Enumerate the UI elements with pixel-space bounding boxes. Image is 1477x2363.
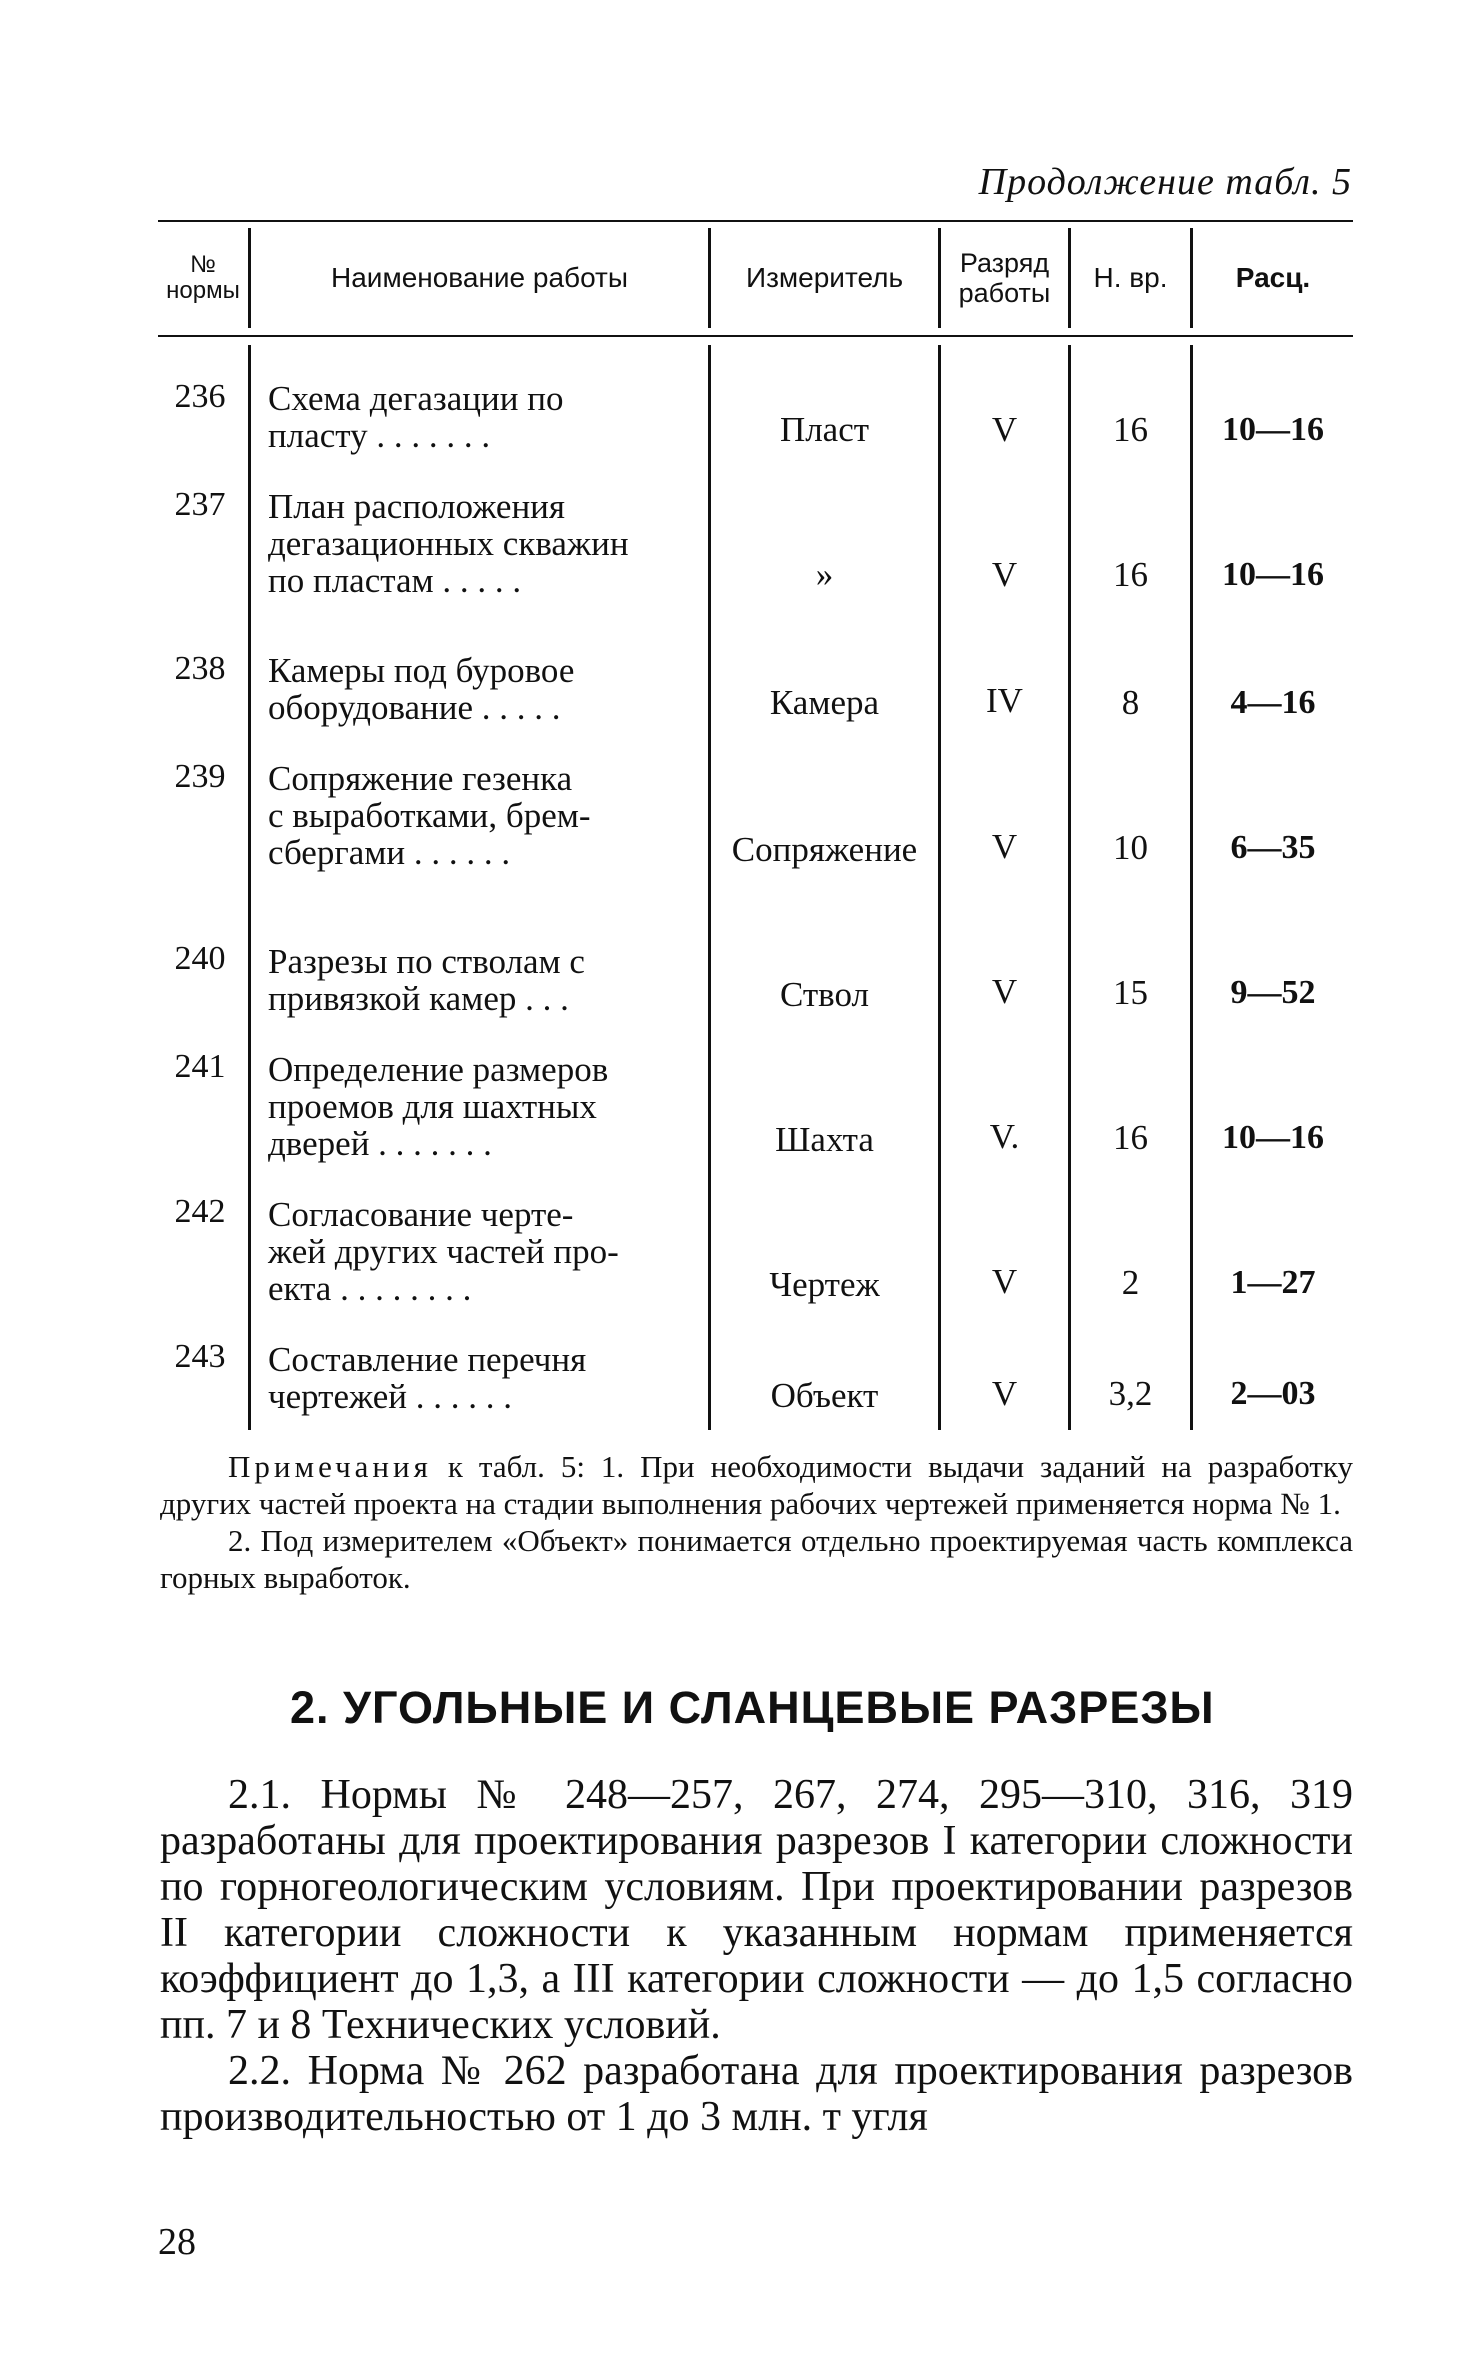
time-norm-cell: 8 xyxy=(1121,683,1140,722)
work-name xyxy=(268,652,688,726)
grade-cell: IV xyxy=(986,681,1023,720)
header-grade: Разряд работы xyxy=(958,248,1051,308)
rate-cell: 6—35 xyxy=(1230,829,1316,866)
work-name-line: Согласование черте- xyxy=(268,1195,574,1234)
header-norm-number: № нормы xyxy=(166,251,240,304)
work-name-line: с выработками, брем- xyxy=(268,796,591,835)
work-name xyxy=(268,760,688,871)
work-name-line: сбергами . . . . . . xyxy=(268,833,511,872)
work-name-line: Схема дегазации по xyxy=(268,379,564,418)
grade-cell: V xyxy=(991,555,1018,594)
rate-cell: 1—27 xyxy=(1230,1264,1316,1301)
unit-cell: Камера xyxy=(769,683,880,722)
table-notes xyxy=(160,1448,1353,1596)
page-number: 28 xyxy=(158,2221,196,2263)
grade-cell: V. xyxy=(989,1117,1020,1156)
note-2: 2. Под измерителем «Объект» понимается отдельно проектируемая часть комплекса горных выработок. xyxy=(160,1523,1353,1595)
unit-cell: » xyxy=(815,555,834,594)
work-name-line: проемов для шахтных xyxy=(268,1087,597,1126)
time-norm-cell: 16 xyxy=(1113,410,1148,449)
paragraph-2-2: 2.2. Норма № 262 разработана для проектирования разрезов производительностью от 1 до 3 млн. т угля xyxy=(160,2048,1353,2140)
work-name-line: Определение размеров xyxy=(268,1050,609,1089)
header-time-norm: Н. вр. xyxy=(1093,262,1168,293)
time-norm-cell: 16 xyxy=(1113,555,1148,594)
note-1-text: к табл. 5: 1. При необходимости выдачи заданий на разработку других частей проекта на стадии выполнения рабочих чертежей применяется норма № 1. xyxy=(160,1449,1353,1521)
header-work-name: Наименование работы xyxy=(331,262,628,293)
time-norm-cell: 15 xyxy=(1113,973,1148,1012)
work-name-line: Камеры под буровое xyxy=(268,651,575,690)
rate-cell: 9—52 xyxy=(1230,974,1316,1011)
work-name xyxy=(268,488,688,599)
rate-cell: 10—16 xyxy=(1222,411,1324,448)
work-name-line: Составление перечня xyxy=(268,1340,587,1379)
work-name-line: План расположения xyxy=(268,487,566,526)
work-name-line: оборудование . . . . . xyxy=(268,688,561,727)
time-norm-cell: 3,2 xyxy=(1108,1374,1153,1413)
continuation-label: Продолжение табл. 5 xyxy=(978,161,1352,203)
paragraph-2-1: 2.1. Нормы № 248—257, 267, 274, 295—310, 316, 319 разработаны для проектирования разрезов I категории сложности по горногеологическим условиям. При проектировании разрезов II категории сложности к указанным нормам применяется коэффициент до 1,3, а III категории сложности — до 1,5 согласно пп. 7 и 8 Технических условий. xyxy=(160,1772,1353,2048)
section-heading: 2. УГОЛЬНЫЕ И СЛАНЦЕВЫЕ РАЗРЕЗЫ xyxy=(290,1682,1215,1733)
header-rate: Расц. xyxy=(1235,262,1311,293)
norm-number: 236 xyxy=(174,378,226,415)
work-name-line: Сопряжение гезенка xyxy=(268,759,573,798)
unit-cell: Чертеж xyxy=(769,1265,880,1304)
work-name xyxy=(268,1341,688,1415)
rate-cell: 10—16 xyxy=(1222,556,1324,593)
rate-cell: 4—16 xyxy=(1230,684,1316,721)
grade-cell: V xyxy=(991,827,1018,866)
work-name xyxy=(268,1051,688,1162)
work-name-line: дверей . . . . . . . xyxy=(268,1124,492,1163)
work-name-line: дегазационных скважин xyxy=(268,524,629,563)
norm-number: 239 xyxy=(174,758,226,795)
grade-cell: V xyxy=(991,1262,1018,1301)
unit-cell: Пласт xyxy=(779,410,870,449)
note-1 xyxy=(160,1448,1353,1522)
work-name-line: пласту . . . . . . . xyxy=(268,416,491,455)
body-divider xyxy=(248,345,251,1430)
body-text xyxy=(160,1772,1353,2140)
work-name xyxy=(268,1196,688,1307)
norm-number: 241 xyxy=(174,1048,226,1085)
time-norm-cell: 2 xyxy=(1121,1263,1140,1302)
table-top-rule xyxy=(158,220,1353,222)
norm-number: 237 xyxy=(174,486,226,523)
unit-cell: Объект xyxy=(770,1376,879,1415)
table-header-rule xyxy=(158,335,1353,337)
work-name-line: жей других частей про- xyxy=(268,1232,619,1271)
rate-cell: 2—03 xyxy=(1230,1375,1316,1412)
grade-cell: V xyxy=(991,410,1018,449)
unit-cell: Ствол xyxy=(780,975,869,1014)
work-name xyxy=(268,943,688,1017)
norm-number: 243 xyxy=(174,1338,226,1375)
time-norm-cell: 16 xyxy=(1113,1118,1148,1157)
work-name-line: екта . . . . . . . . xyxy=(268,1269,472,1308)
work-name-line: по пластам . . . . . xyxy=(268,561,522,600)
norm-number: 240 xyxy=(174,940,226,977)
grade-cell: V xyxy=(991,972,1018,1011)
unit-cell: Шахта xyxy=(775,1120,874,1159)
unit-cell: Сопряжение xyxy=(731,830,918,869)
work-name-line: чертежей . . . . . . xyxy=(268,1377,512,1416)
norm-number: 242 xyxy=(174,1193,226,1230)
header-unit: Измеритель xyxy=(745,262,904,293)
norm-number: 238 xyxy=(174,650,226,687)
work-name-line: привязкой камер . . . xyxy=(268,979,569,1018)
time-norm-cell: 10 xyxy=(1113,828,1148,867)
rate-cell: 10—16 xyxy=(1222,1119,1324,1156)
work-name-line: Разрезы по стволам с xyxy=(268,942,585,981)
notes-label: Примечания xyxy=(228,1449,432,1484)
work-name xyxy=(268,380,688,454)
grade-cell: V xyxy=(991,1374,1018,1413)
